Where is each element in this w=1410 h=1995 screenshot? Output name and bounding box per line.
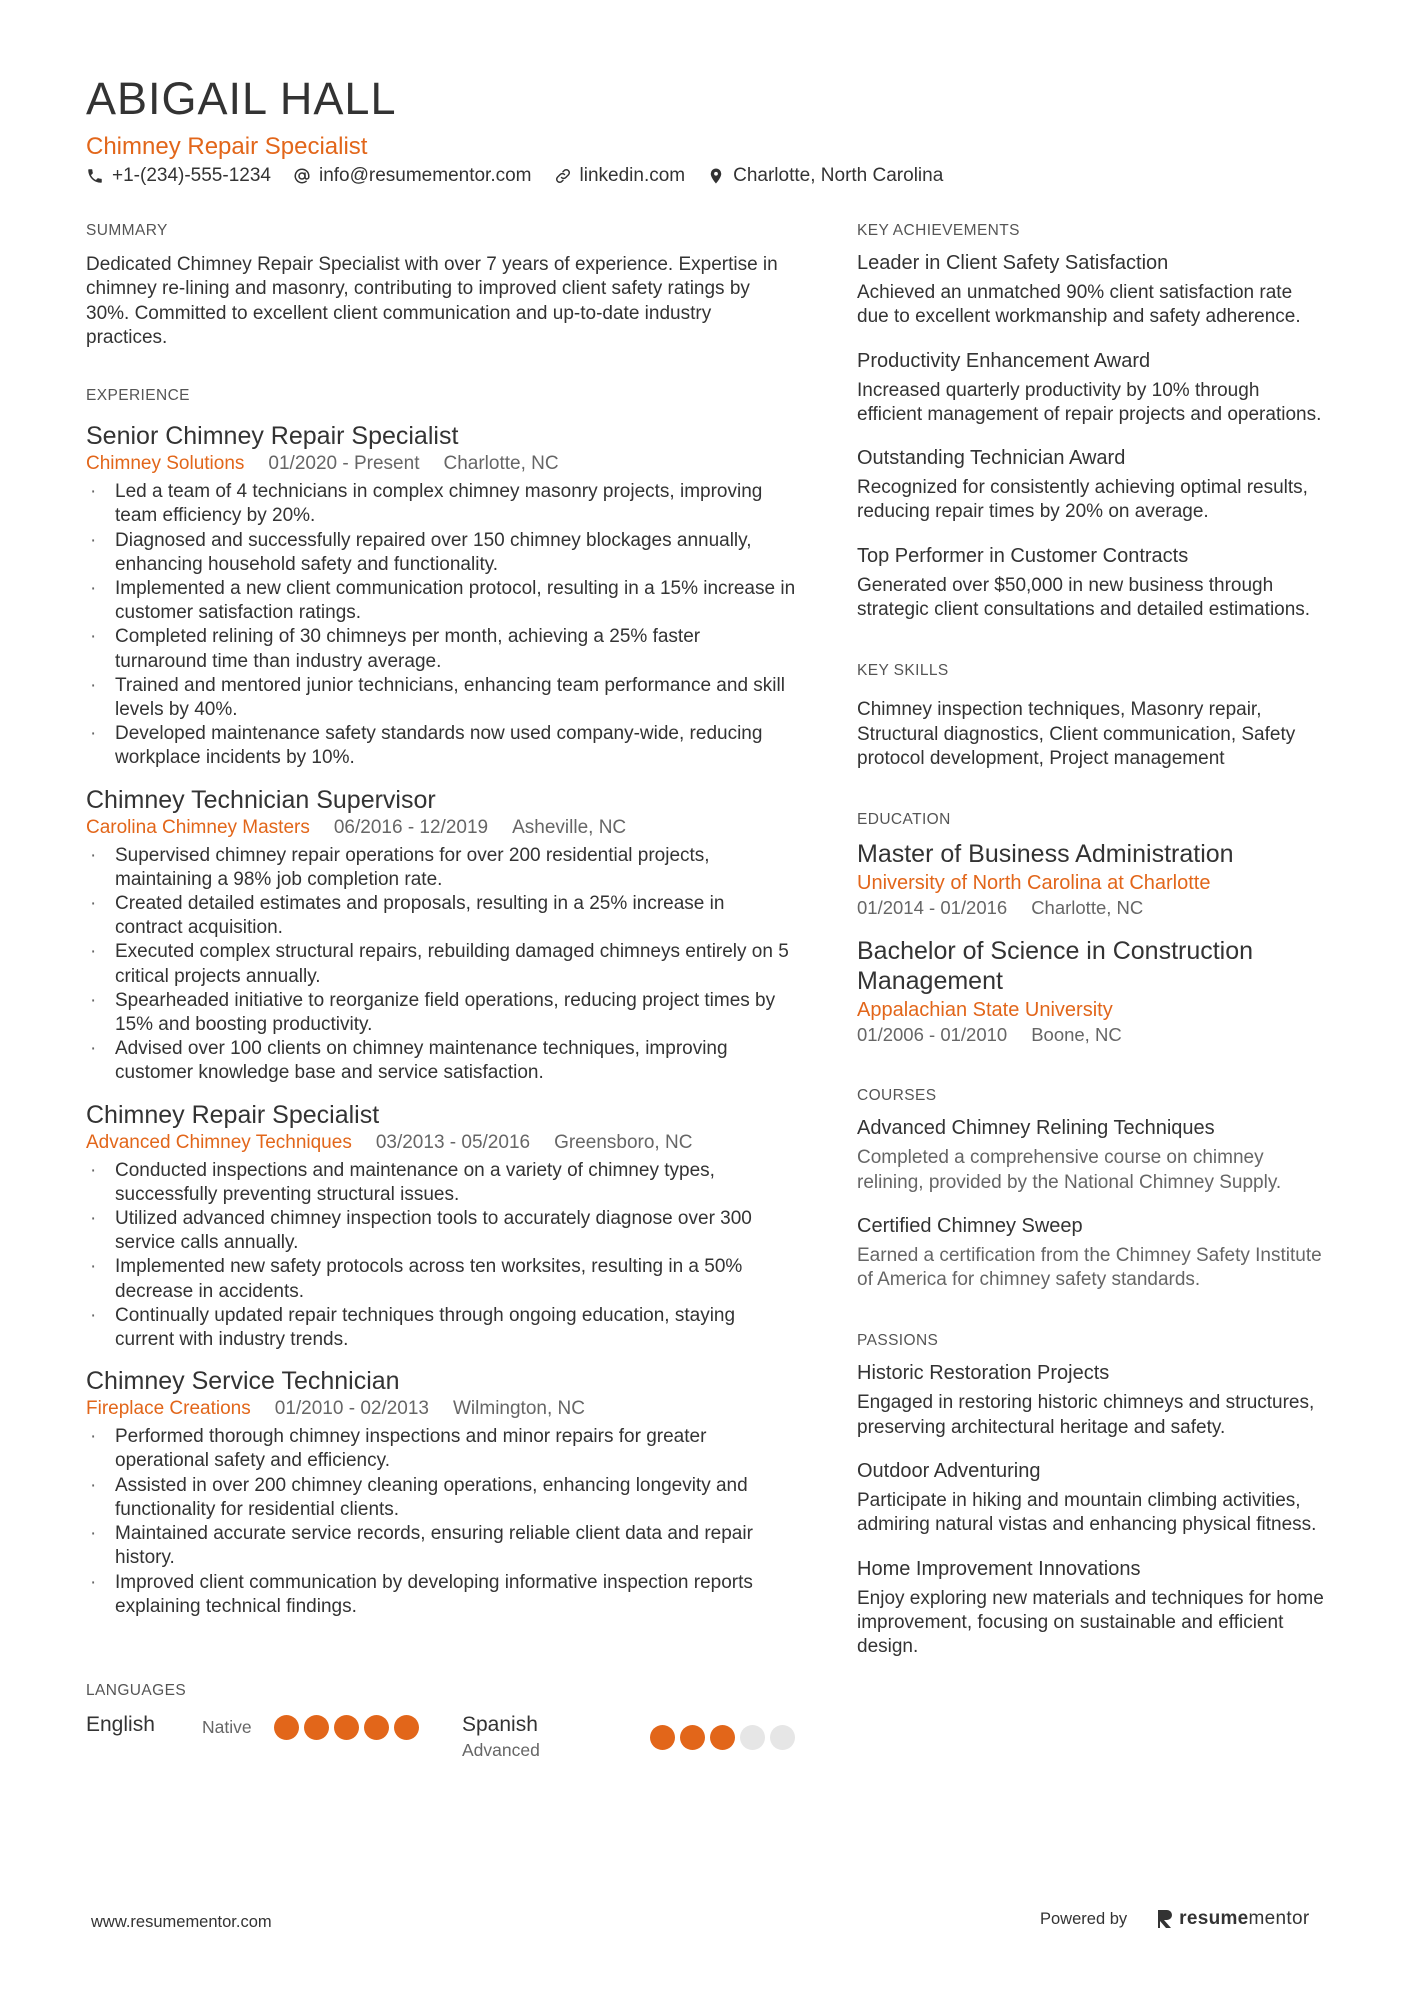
rating-dot-filled <box>334 1715 359 1740</box>
passion-item <box>857 1360 1327 1440</box>
resumementor-logo-icon <box>1157 1909 1173 1929</box>
job-bullet <box>86 940 796 988</box>
bullet-dot: · <box>90 1474 97 1496</box>
job-bullet <box>86 1304 796 1352</box>
job-bullet-text: Utilized advanced chimney inspection tools to accurately diagnose over 300 service calls annually. <box>115 1208 752 1254</box>
language-name: Spanish <box>462 1713 538 1736</box>
bullet-dot: · <box>90 626 97 648</box>
language-rating <box>650 1725 800 1750</box>
footer-branding[interactable] <box>1040 1908 1309 1930</box>
section-title: LANGUAGES <box>86 1682 187 1699</box>
passion-title: Outdoor Adventuring <box>857 1460 1041 1483</box>
education-section <box>857 809 1327 1047</box>
job-meta <box>86 1397 796 1421</box>
job-bullet <box>86 1474 796 1522</box>
job-entry <box>86 421 796 770</box>
rating-dot-filled <box>394 1715 419 1740</box>
bullet-dot: · <box>90 1038 97 1060</box>
education-degree: Master of Business Administration <box>857 840 1234 869</box>
bullet-dot: · <box>90 844 97 866</box>
education-location: Boone, NC <box>1031 1024 1122 1046</box>
achievement-item <box>857 543 1327 623</box>
job-bullet <box>86 625 796 673</box>
achievements-section <box>857 220 1327 622</box>
job-meta <box>86 816 796 840</box>
section-title: EDUCATION <box>857 811 951 829</box>
passion-title: Historic Restoration Projects <box>857 1362 1110 1385</box>
summary-text: Dedicated Chimney Repair Specialist with over 7 years of experience. Expertise in chimney re-lining and masonry, contributing to improved client safety ratings by 30%. Committed to excellent client communication and up-to-date industry practices. <box>86 254 778 348</box>
job-bullet <box>86 1207 796 1255</box>
rating-dot-filled <box>710 1725 735 1750</box>
job-bullet-text: Led a team of 4 technicians in complex chimney masonry projects, improving team efficiency by 20%. <box>115 481 763 527</box>
job-bullet-text: Executed complex structural repairs, rebuilding damaged chimneys entirely on 5 critical projects annually. <box>115 941 789 987</box>
bullet-dot: · <box>90 674 97 696</box>
bullet-dot: · <box>90 941 97 963</box>
bullet-dot: · <box>90 989 97 1011</box>
job-meta <box>86 452 796 476</box>
job-bullet-text: Continually updated repair techniques through ongoing education, staying current with industry trends. <box>115 1304 736 1351</box>
job-bullet <box>86 989 796 1037</box>
job-bullet <box>86 577 796 625</box>
link-icon <box>554 167 572 185</box>
job-company: Fireplace Creations <box>86 1398 251 1420</box>
bullet-dot: · <box>90 723 97 745</box>
candidate-name: ABIGAIL HALL <box>86 73 397 124</box>
rating-dot-empty <box>770 1725 795 1750</box>
at-icon <box>293 167 311 185</box>
language-item <box>462 1712 540 1762</box>
achievement-item <box>857 348 1327 428</box>
contact-location <box>707 165 943 187</box>
achievement-title: Productivity Enhancement Award <box>857 349 1151 372</box>
section-title: COURSES <box>857 1087 937 1105</box>
job-dates: 01/2010 - 02/2013 <box>274 1398 429 1420</box>
job-bullets <box>86 1159 796 1353</box>
bullet-dot: · <box>90 1426 97 1448</box>
bullet-dot: · <box>90 1304 97 1326</box>
job-bullet <box>86 480 796 528</box>
passion-item <box>857 1556 1327 1660</box>
section-title: KEY ACHIEVEMENTS <box>857 222 1020 239</box>
course-text: Earned a certification from the Chimney Safety Institute of America for chimney safety standards. <box>857 1244 1322 1291</box>
logo-light: mentor <box>1248 1908 1310 1929</box>
job-bullet-text: Spearheaded initiative to reorganize field operations, reducing project times by 15% and boosting productivity. <box>115 989 776 1036</box>
job-bullet <box>86 1522 796 1570</box>
course-title: Certified Chimney Sweep <box>857 1214 1083 1237</box>
education-school: University of North Carolina at Charlotte <box>857 872 1211 895</box>
passion-text: Engaged in restoring historic chimneys and structures, preserving architectural heritage and safety. <box>857 1392 1315 1438</box>
bullet-dot: · <box>90 1159 97 1181</box>
bullet-dot: · <box>90 1523 97 1545</box>
section-title: PASSIONS <box>857 1332 939 1350</box>
job-bullet-text: Conducted inspections and maintenance on a variety of chimney types, successfully preventing structural issues. <box>115 1159 715 1205</box>
contact-email-text: info@resumementor.com <box>318 165 532 186</box>
passions-section <box>857 1330 1327 1659</box>
contact-phone <box>86 165 271 187</box>
job-location: Asheville, NC <box>512 816 627 838</box>
job-location: Greensboro, NC <box>554 1131 693 1153</box>
job-bullet <box>86 674 796 722</box>
achievement-title: Leader in Client Safety Satisfaction <box>857 252 1169 274</box>
job-entry <box>86 785 796 1086</box>
bullet-dot: · <box>90 1571 97 1593</box>
education-meta <box>857 1023 1327 1047</box>
course-item <box>857 1213 1327 1293</box>
language-level: Advanced <box>462 1740 540 1760</box>
languages-row <box>86 1712 796 1772</box>
courses-section <box>857 1085 1327 1292</box>
achievement-item <box>857 445 1327 525</box>
achievement-text: Achieved an unmatched 90% client satisfaction rate due to excellent workmanship and safety adherence. <box>857 282 1301 328</box>
summary-section <box>86 220 796 350</box>
logo-bold: resume <box>1179 1908 1249 1929</box>
job-bullet <box>86 1159 796 1207</box>
rating-dot-empty <box>740 1725 765 1750</box>
skills-text: Chimney inspection techniques, Masonry repair, Structural diagnostics, Client communication, Safety protocol development, Project management <box>857 699 1296 769</box>
passion-item <box>857 1458 1327 1538</box>
language-level-wrap <box>202 1715 252 1739</box>
bullet-dot: · <box>90 578 97 599</box>
bullet-dot: · <box>90 893 97 915</box>
job-bullet-text: Assisted in over 200 chimney cleaning operations, enhancing longevity and functionality for residential clients. <box>115 1474 748 1520</box>
job-bullet-text: Completed relining of 30 chimneys per month, achieving a 25% faster turnaround time than industry average. <box>115 626 701 672</box>
education-item <box>857 839 1327 920</box>
language-level: Native <box>202 1717 252 1737</box>
job-bullet-text: Improved client communication by developing informative inspection reports explaining technical findings. <box>115 1571 753 1617</box>
language-name: English <box>86 1713 155 1736</box>
contact-linkedin-text: linkedin.com <box>579 165 686 186</box>
phone-icon <box>86 167 104 185</box>
job-location: Wilmington, NC <box>453 1398 585 1420</box>
rating-dot-filled <box>650 1725 675 1750</box>
job-bullet <box>86 722 796 770</box>
achievement-text: Increased quarterly productivity by 10% through efficient management of repair projects and operations. <box>857 379 1322 425</box>
logo-wordmark <box>1179 1908 1309 1930</box>
rating-dot-filled <box>304 1715 329 1740</box>
job-bullets <box>86 1425 796 1619</box>
job-location: Charlotte, NC <box>443 453 559 475</box>
job-bullet <box>86 892 796 940</box>
bullet-dot: · <box>90 481 97 503</box>
contact-linkedin[interactable] <box>554 165 686 187</box>
job-bullet <box>86 529 796 577</box>
rating-dot-filled <box>274 1715 299 1740</box>
job-dates: 03/2013 - 05/2016 <box>375 1131 531 1153</box>
job-entry <box>86 1100 796 1353</box>
job-bullet <box>86 1037 796 1085</box>
job-bullet-text: Implemented new safety protocols across ten worksites, resulting in a 50% decrease in accidents. <box>115 1256 743 1302</box>
course-item <box>857 1115 1327 1195</box>
achievement-title: Top Performer in Customer Contracts <box>857 544 1189 567</box>
job-bullet-text: Developed maintenance safety standards now used company-wide, reducing workplace incidents by 10%. <box>115 723 763 769</box>
job-bullet <box>86 1255 796 1303</box>
job-entry <box>86 1366 796 1619</box>
passion-text: Participate in hiking and mountain climbing activities, admiring natural vistas and enhancing physical fitness. <box>857 1490 1317 1536</box>
job-company: Carolina Chimney Masters <box>86 816 310 838</box>
education-dates: 01/2006 - 01/2010 <box>857 1024 1008 1046</box>
achievement-text: Generated over $50,000 in new business through strategic client consultations and detailed estimations. <box>857 574 1311 621</box>
contact-phone-text: +1-(234)-555-1234 <box>112 165 271 186</box>
job-bullets <box>86 480 796 770</box>
powered-by-text: Powered by <box>1040 1909 1128 1928</box>
passion-title: Home Improvement Innovations <box>857 1557 1141 1580</box>
right-column <box>857 220 1327 1660</box>
job-bullets <box>86 844 796 1086</box>
job-bullet-text: Maintained accurate service records, ensuring reliable client data and repair history. <box>115 1523 753 1569</box>
rating-dot-filled <box>680 1725 705 1750</box>
job-bullet-text: Diagnosed and successfully repaired over 150 chimney blockages annually, enhancing household safety and functionality. <box>115 529 752 575</box>
contact-location-text: Charlotte, North Carolina <box>733 165 944 186</box>
job-bullet-text: Implemented a new client communication protocol, resulting in a 15% increase in customer satisfaction ratings. <box>115 578 796 624</box>
achievement-item <box>857 250 1327 330</box>
education-location: Charlotte, NC <box>1031 897 1144 919</box>
job-bullet-text: Created detailed estimates and proposals, resulting in a 25% increase in contract acquisition. <box>115 893 725 939</box>
footer-website[interactable]: www.resumementor.com <box>91 1913 272 1931</box>
job-bullet <box>86 1425 796 1473</box>
job-title: Chimney Technician Supervisor <box>86 785 436 814</box>
job-company: Chimney Solutions <box>86 453 245 475</box>
language-item <box>86 1712 155 1738</box>
experience-section <box>86 385 796 1619</box>
job-title: Chimney Repair Specialist <box>86 1100 380 1129</box>
education-school: Appalachian State University <box>857 999 1113 1022</box>
candidate-role: Chimney Repair Specialist <box>86 133 368 160</box>
job-bullet-text: Advised over 100 clients on chimney maintenance techniques, improving customer knowledge base and service satisfaction. <box>115 1038 728 1084</box>
job-company: Advanced Chimney Techniques <box>86 1131 352 1153</box>
job-bullet-text: Supervised chimney repair operations for over 200 residential projects, maintaining a 98% job completion rate. <box>115 844 710 890</box>
contact-bar <box>86 163 965 189</box>
contact-email[interactable] <box>293 165 532 187</box>
education-item <box>857 936 1327 1047</box>
job-bullet-text: Trained and mentored junior technicians, enhancing team performance and skill levels by 40%. <box>115 674 785 721</box>
course-text: Completed a comprehensive course on chimney relining, provided by the National Chimney Supply. <box>857 1147 1282 1193</box>
job-dates: 01/2020 - Present <box>268 453 420 475</box>
job-bullet-text: Performed thorough chimney inspections and minor repairs for greater operational safety and efficiency. <box>115 1426 707 1472</box>
section-title: EXPERIENCE <box>86 387 190 405</box>
achievement-title: Outstanding Technician Award <box>857 447 1126 470</box>
section-title: SUMMARY <box>86 222 168 239</box>
education-dates: 01/2014 - 01/2016 <box>857 897 1008 919</box>
job-bullet <box>86 844 796 892</box>
location-pin-icon <box>707 167 725 185</box>
bullet-dot: · <box>90 529 97 551</box>
job-meta <box>86 1131 796 1155</box>
skills-section <box>857 660 1327 771</box>
passion-text: Enjoy exploring new materials and techniques for home improvement, focusing on sustainable and efficient design. <box>857 1587 1324 1658</box>
job-bullet <box>86 1571 796 1619</box>
course-title: Advanced Chimney Relining Techniques <box>857 1117 1215 1140</box>
bullet-dot: · <box>90 1208 97 1230</box>
achievement-text: Recognized for consistently achieving optimal results, reducing repair times by 20% on average. <box>857 477 1308 523</box>
section-title: KEY SKILLS <box>857 662 949 680</box>
languages-section <box>86 1680 796 1772</box>
left-column <box>86 220 796 1619</box>
language-rating <box>274 1715 424 1740</box>
education-degree: Bachelor of Science in Construction Management <box>857 937 1254 996</box>
bullet-dot: · <box>90 1256 97 1278</box>
education-meta <box>857 896 1327 920</box>
job-title: Senior Chimney Repair Specialist <box>86 422 459 451</box>
rating-dot-filled <box>364 1715 389 1740</box>
job-dates: 06/2016 - 12/2019 <box>333 816 489 838</box>
job-title: Chimney Service Technician <box>86 1367 400 1396</box>
